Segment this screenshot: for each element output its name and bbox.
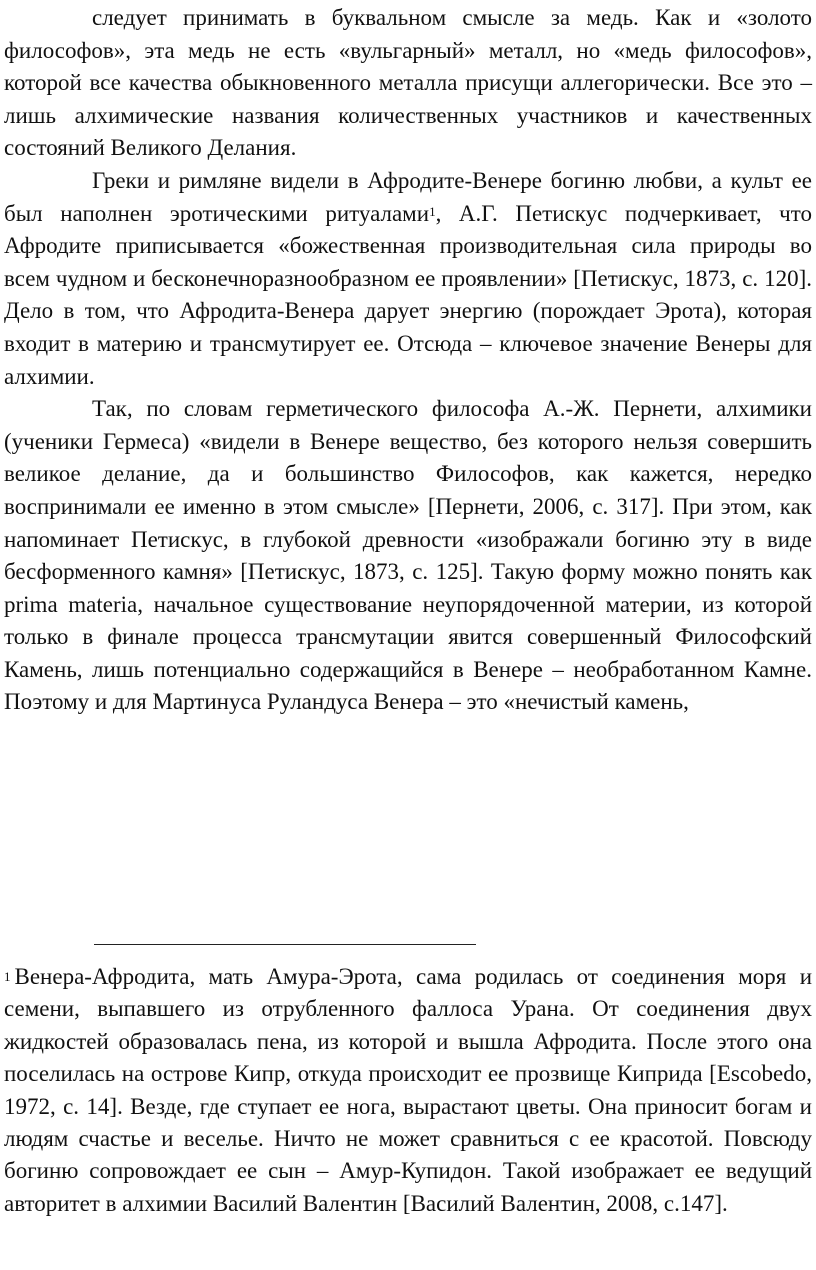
footnote-marker: 1: [4, 969, 11, 984]
main-text: [4, 2, 812, 719]
paragraph-2-text-start: Греки и римляне видели в Афродите-Венере богиню любви, а культ ее был наполнен эротическими ритуалами: [4, 167, 812, 226]
paragraph-3-text: Так, по словам герметического философа А.-Ж. Пернети, алхимики (ученики Гермеса) «видели в Венере вещество, без которого нельзя совершить великое делание, да и большинство Философов, как кажется, нередко воспринимали ее именно в этом смысле» [Пернети, 2006, с. 317]. При этом, как напоминает Петискус, в глубокой древности «изображали богиню эту в виде бесформенного камня» [Петискус, 1873, с. 125]. Такую форму можно понять как prima materia, начальное существование неупорядоченной материи, из которой только в финале процесса трансмутации явится совершенный Философский Камень, лишь потенциально содержащийся в Венере – необработанном Камне. Поэтому и для Мартинуса Руландуса Венера – это «нечистый камень,: [4, 396, 812, 715]
footnote: [4, 961, 812, 1220]
paragraph-2: [4, 165, 812, 393]
footnote-separator: [94, 944, 476, 945]
footnote-text: Венера-Афродита, мать Амура-Эрота, сама родилась от соединения моря и семени, выпавшего из отрубленного фаллоса Урана. От соединения двух жидкостей образовалась пена, из которой и вышла Афродита. После этого она поселилась на острове Кипр, откуда происходит ее прозвище Киприда [Escobedo, 1972, с. 14]. Везде, где ступает ее нога, вырастают цветы. Она приносит богам и людям счастье и веселье. Ничто не может сравниться с ее красотой. Повсюду богиню сопровождает ее сын – Амур-Купидон. Такой изображает ее ведущий авторитет в алхимии Василий Валентин [Василий Валентин, 2008, с.147].: [4, 964, 812, 1216]
footnote-reference[interactable]: 1: [429, 203, 436, 219]
paragraph-1-text: следует принимать в буквальном смысле за медь. Как и «золото философов», эта медь не есть «вульгарный» металл, но «медь философов», которой все качества обыкновенного металла присущи аллегорически. Все это – лишь алхимические названия количественных участников и качественных состояний Великого Делания.: [4, 5, 812, 161]
paragraph-1: [4, 2, 812, 165]
paragraph-3: [4, 393, 812, 719]
paragraph-2-text-end: , А.Г. Петискус подчеркивает, что Афродите приписывается «божественная производительная сила природы во всем чудном и бесконечноразнообразном ее проявлении» [Петискус, 1873, с. 120]. Дело в том, что Афродита-Венера дарует энергию (порождает Эрота), которая входит в материю и трансмутирует ее. Отсюда – ключевое значение Венеры для алхимии.: [4, 200, 813, 389]
